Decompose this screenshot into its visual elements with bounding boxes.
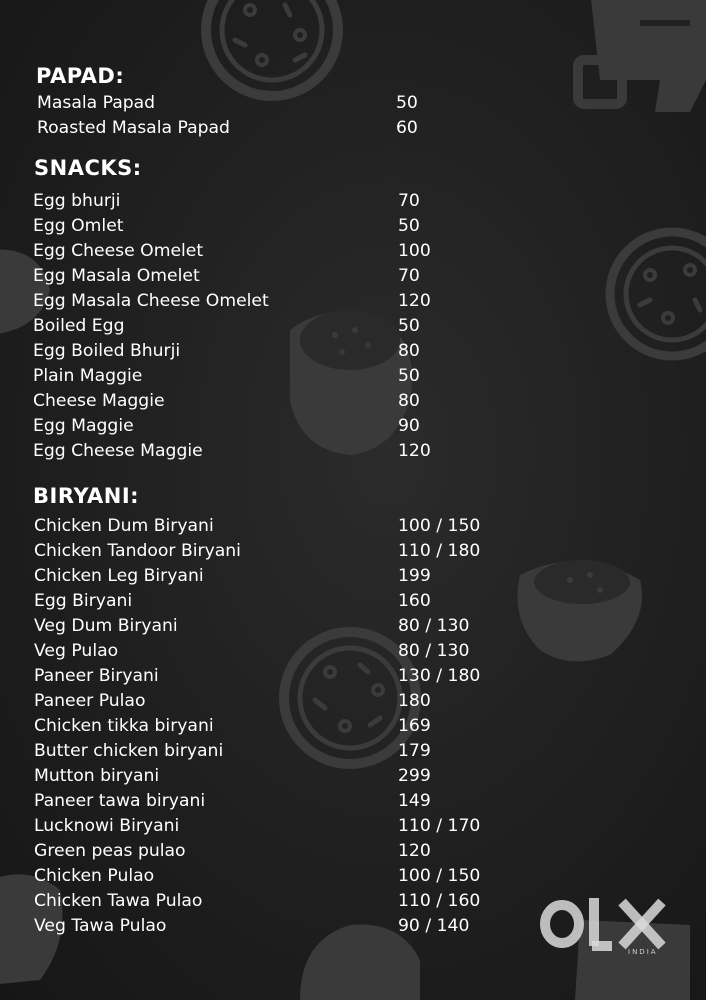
menu-item-name: Egg Cheese Omelet	[33, 241, 204, 261]
menu-item-price: 110 / 160	[398, 891, 481, 911]
menu-item-price: 80 / 130	[398, 641, 470, 661]
menu-item-name: Butter chicken biryani	[34, 741, 224, 761]
menu-item-name: Paneer Pulao	[34, 691, 146, 711]
menu-item-name: Paneer tawa biryani	[34, 791, 206, 811]
menu-item-price: 160	[398, 591, 431, 611]
menu-item-price: 70	[398, 191, 420, 211]
menu-item-price: 90 / 140	[398, 916, 470, 936]
menu-item-name: Egg Masala Omelet	[33, 266, 200, 286]
menu-item-price: 70	[398, 266, 420, 286]
menu-item-name: Roasted Masala Papad	[37, 118, 230, 138]
menu-item-price: 50	[398, 366, 420, 386]
menu-item-name: Chicken Pulao	[34, 866, 155, 886]
menu-item-name: Plain Maggie	[33, 366, 143, 386]
menu-item-price: 149	[398, 791, 431, 811]
menu-item-price: 199	[398, 566, 431, 586]
menu-item-name: Lucknowi Biryani	[34, 816, 180, 836]
section-title-papad: PAPAD:	[36, 64, 125, 88]
menu-item-name: Egg Masala Cheese Omelet	[33, 291, 269, 311]
menu-item-price: 90	[398, 416, 420, 436]
menu-item-price: 120	[398, 291, 431, 311]
menu-item-name: Chicken tikka biryani	[34, 716, 214, 736]
menu-item-price: 50	[398, 316, 420, 336]
menu-item-price: 120	[398, 841, 431, 861]
menu-item-price: 180	[398, 691, 431, 711]
menu-item-name: Egg Boiled Bhurji	[33, 341, 181, 361]
menu-item-price: 80	[398, 391, 420, 411]
menu-item-price: 100 / 150	[398, 516, 481, 536]
menu-item-price: 100	[398, 241, 431, 261]
menu-item-name: Chicken Dum Biryani	[34, 516, 214, 536]
menu-item-name: Veg Tawa Pulao	[34, 916, 167, 936]
menu-item-price: 60	[396, 118, 418, 138]
menu-item-name: Veg Dum Biryani	[34, 616, 178, 636]
menu-item-price: 299	[398, 766, 431, 786]
menu-item-price: 179	[398, 741, 431, 761]
menu-item-price: 110 / 170	[398, 816, 481, 836]
menu-item-name: Egg Maggie	[33, 416, 134, 436]
menu-item-name: Boiled Egg	[33, 316, 125, 336]
menu-item-name: Green peas pulao	[34, 841, 186, 861]
menu-item-name: Paneer Biryani	[34, 666, 159, 686]
menu-item-price: 80	[398, 341, 420, 361]
menu-item-price: 130 / 180	[398, 666, 481, 686]
olx-logo-sub: INDIA	[628, 948, 658, 956]
section-title-biryani: BIRYANI:	[33, 484, 140, 508]
menu-item-name: Egg Omlet	[33, 216, 124, 236]
menu-item-price: 80 / 130	[398, 616, 470, 636]
menu-item-name: Chicken Tandoor Biryani	[34, 541, 241, 561]
olx-logo-text: OLX	[603, 926, 607, 927]
menu-item-name: Mutton biryani	[34, 766, 160, 786]
menu-item-name: Egg Biryani	[34, 591, 133, 611]
menu-item-price: 120	[398, 441, 431, 461]
menu-item-name: Egg Cheese Maggie	[33, 441, 203, 461]
menu-item-name: Veg Pulao	[34, 641, 119, 661]
menu-item-name: Chicken Leg Biryani	[34, 566, 204, 586]
menu-item-name: Egg bhurji	[33, 191, 121, 211]
menu-item-name: Chicken Tawa Pulao	[34, 891, 203, 911]
menu-item-price: 110 / 180	[398, 541, 481, 561]
menu-item-name: Cheese Maggie	[33, 391, 165, 411]
section-title-snacks: SNACKS:	[34, 156, 142, 180]
menu-item-price: 50	[398, 216, 420, 236]
menu-item-price: 169	[398, 716, 431, 736]
menu-item-price: 50	[396, 93, 418, 113]
menu-item-name: Masala Papad	[37, 93, 156, 113]
menu-item-price: 100 / 150	[398, 866, 481, 886]
